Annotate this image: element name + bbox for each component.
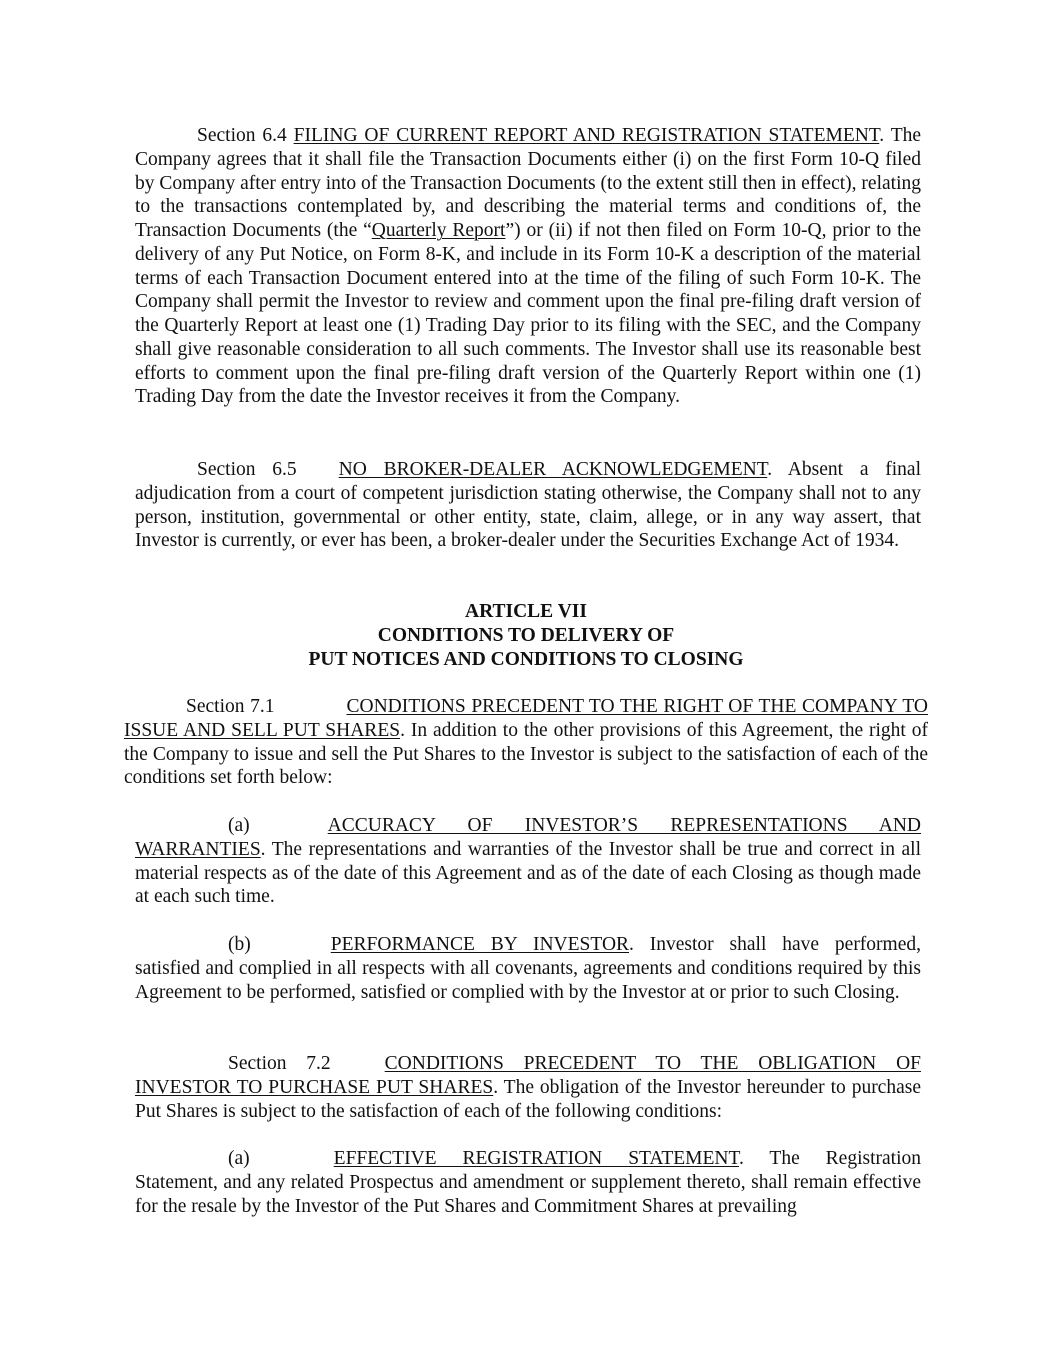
section-7-1-title: CONDITIONS PRECEDENT TO THE RIGHT OF THE COMPANY TO ISSUE AND SELL PUT SHARES xyxy=(124,696,928,741)
section-7-2-title: CONDITIONS PRECEDENT TO THE OBLIGATION OF INVESTOR TO PURCHASE PUT SHARES xyxy=(135,1053,921,1098)
quarterly-report-term: Quarterly Report xyxy=(371,220,506,241)
section-7-2-number: Section 7.2 xyxy=(228,1053,331,1074)
section-7-1-a-title: ACCURACY OF INVESTOR’S REPRESENTATIONS AND WARRANTIES xyxy=(135,815,921,860)
section-7-2-text: . The obligation of the Investor hereunder to purchase Put Shares is subject to the satisfaction of each of the following conditions: xyxy=(135,1076,921,1122)
section-7-1-a-text: . The representations and warranties of the Investor shall be true and correct in all material respects as of the date of this Agreement and as of the date of each Closing as though made at each such time. xyxy=(135,838,921,908)
section-7-1-b-text: . Investor shall have performed, satisfied and complied in all respects with all covenants, agreements and conditions required by this Agreement to be performed, satisfied or complied with by the Investor at or prior to such Closing. xyxy=(135,934,921,1003)
section-7-1 xyxy=(124,695,928,790)
section-6-5-title: NO BROKER-DEALER ACKNOWLEDGEMENT xyxy=(338,459,768,480)
section-6-4-text-2: ”) or (ii) if not then filed on Form 10-Q, prior to the delivery of any Put Notice, on Form 8-K, and include in its Form 10-K a description of the material terms of each Transaction Document entered into at the time of the filing of such Form 10-K. The Company shall permit the Investor to review and comment upon the final pre-filing draft version of the Quarterly Report at least one (1) Trading Day prior to its filing with the SEC, and the Company shall give reasonable consideration to all such comments. The Investor shall use its reasonable best efforts to comment upon the final pre-filing draft version of the Quarterly Report within one (1) Trading Day from the date the Investor receives it from the Company. xyxy=(135,220,921,408)
article-heading xyxy=(124,600,928,672)
section-6-5-number: Section 6.5 xyxy=(197,459,297,480)
section-6-4-number: Section 6.4 xyxy=(197,125,287,146)
section-7-1-a-label: (a) xyxy=(228,815,250,836)
section-6-4 xyxy=(135,124,921,409)
section-7-2-a-title: EFFECTIVE REGISTRATION STATEMENT xyxy=(333,1148,739,1169)
section-7-2-a xyxy=(135,1147,921,1218)
section-6-5 xyxy=(135,458,921,553)
section-7-2-a-text: . The Registration Statement, and any related Prospectus and amendment or supplement thereto, shall remain effective for the resale by the Investor of the Put Shares and Commitment Shares at prevailing xyxy=(135,1148,921,1217)
section-7-1-a xyxy=(135,814,921,909)
section-7-2-a-label: (a) xyxy=(228,1148,250,1169)
section-7-1-number: Section 7.1 xyxy=(186,696,275,717)
article-title-line-1: CONDITIONS TO DELIVERY OF xyxy=(377,625,675,646)
article-title-line-2: PUT NOTICES AND CONDITIONS TO CLOSING xyxy=(308,649,744,670)
section-6-4-title: FILING OF CURRENT REPORT AND REGISTRATION STATEMENT xyxy=(293,125,880,146)
section-7-1-b-label: (b) xyxy=(228,934,251,955)
section-7-2 xyxy=(135,1052,921,1123)
section-6-5-text: . Absent a final adjudication from a court of competent jurisdiction stating otherwise, the Company shall not to any person, institution, governmental or other entity, state, claim, allege, or in any way assert, that Investor is currently, or ever has been, a broker-dealer under the Securities Exchange Act of 1934. xyxy=(135,459,921,552)
section-7-1-b-title: PERFORMANCE BY INVESTOR xyxy=(330,934,630,955)
section-7-1-text: . In addition to the other provisions of this Agreement, the right of the Company to issue and sell the Put Shares to the Investor is subject to the satisfaction of each of the conditions set forth below: xyxy=(124,719,928,789)
article-number: ARTICLE VII xyxy=(465,601,587,622)
section-6-4-text-1: . The Company agrees that it shall file the Transaction Documents either (i) on the first Form 10-Q filed by Company after entry into of the Transaction Documents (to the extent still then in effect), relating to the transactions contemplated by, and describing the material terms and conditions of, the Transaction Documents (the “ xyxy=(135,125,922,241)
section-7-1-b xyxy=(135,933,921,1004)
